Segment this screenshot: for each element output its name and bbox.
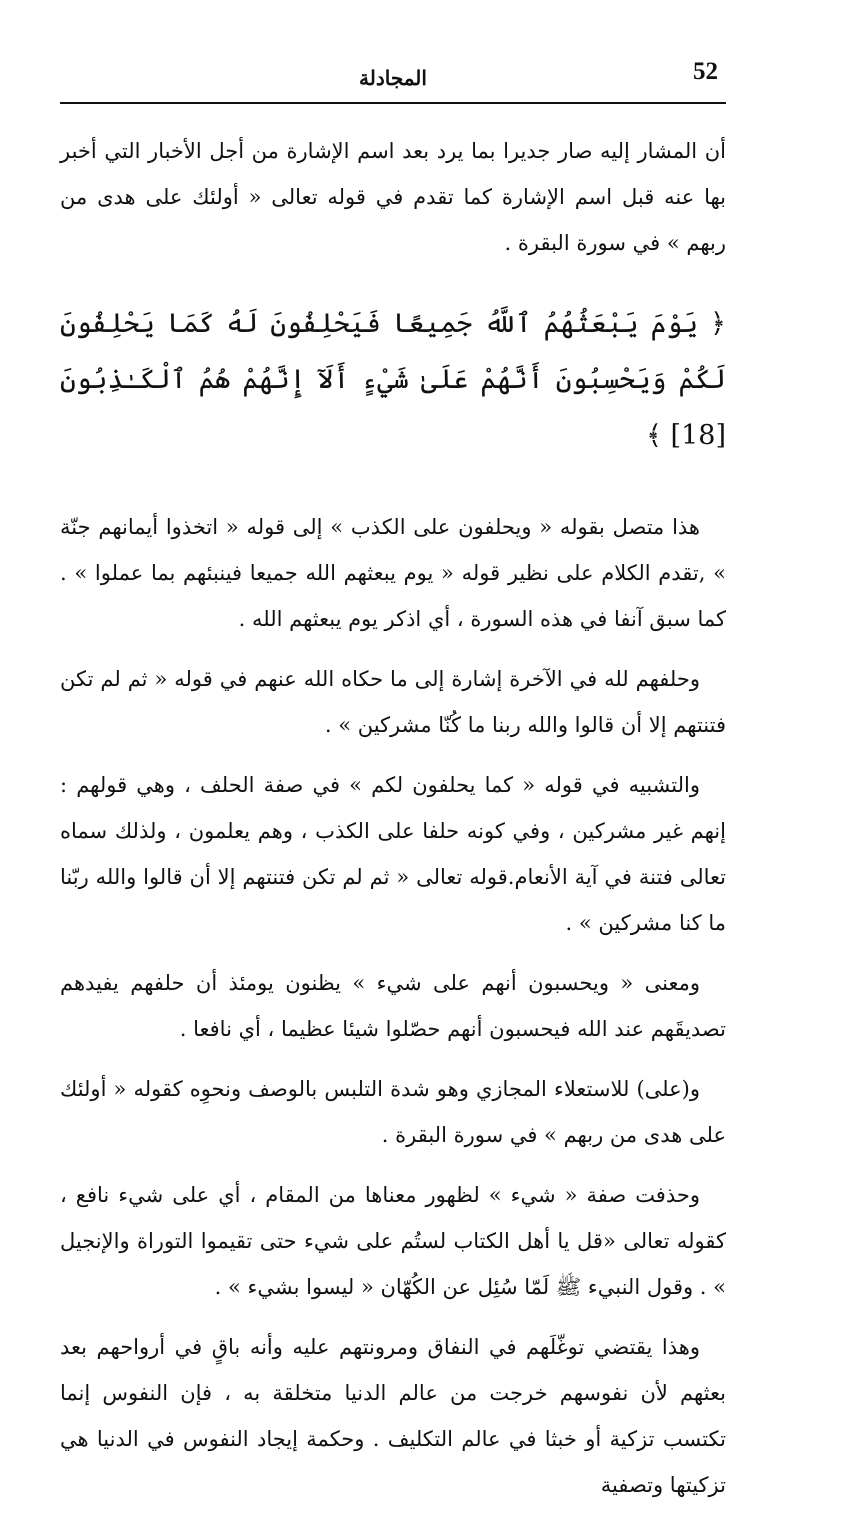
page-number: 52 bbox=[693, 58, 718, 85]
page-body bbox=[60, 128, 726, 1522]
paragraph: وحلفهم لله في الآخرة إشارة إلى ما حكاه الله عنهم في قوله « ثم لم تكن فتنتهم إلا أن قالوا والله ربنا ما كُنّا مشركين » . bbox=[60, 667, 726, 737]
paragraph: و(على) للاستعلاء المجازي وهو شدة التلبس بالوصف ونحوِه كقوله « أولئك على هدى من ربهم » في سورة البقرة . bbox=[60, 1077, 726, 1147]
paragraph: وحذفت صفة « شيء » لظهور معناها من المقام ، أي على شيء نافع ، كقوله تعالى «قل يا أهل الكتاب لستُم على شيء حتى تقيموا التوراة والإنجيل » . وقول النبيء ﷺ لَمّا سُئِل عن الكُهّان « ليسوا بشيء » . bbox=[60, 1183, 726, 1299]
paragraph: ومعنى « ويحسبون أنهم على شيء » يظنون يومئذ أن حلفهم يفيدهم تصديقَهم عند الله فيحسبون أنهم حصّلوا شيئا عظيما ، أي نافعا . bbox=[60, 971, 726, 1041]
header-divider bbox=[60, 102, 726, 104]
paragraph: وهذا يقتضي توغّلَهم في النفاق ومرونتهم عليه وأنه باقٍ في أرواحهم بعد بعثهم لأن نفوسهم خرجت من عالم الدنيا متخلقة به ، فإن النفوس إنما تكتسب تزكية أو خبثا في عالم التكليف . وحكمة إيجاد النفوس في الدنيا هي تزكيتها وتصفية bbox=[60, 1335, 726, 1497]
paragraph-continuation: أن المشار إليه صار جديرا بما يرد بعد اسم الإشارة من أجل الأخبار التي أخبر بها عنه قبل اسم الإشارة كما تقدم في قوله تعالى « أولئك على هدى من ربهم » في سورة البقرة . bbox=[60, 139, 726, 255]
quran-verse: ﴿ يَوْمَ يَبْعَثُهُمُ ٱللَّهُ جَمِيعًا فَيَحْلِفُونَ لَهُ كَمَا يَحْلِفُونَ لَكُمْ وَيَحْسِبُونَ أَنَّهُمْ عَلَىٰ شَيْءٍ أَلَآ إِنَّهُمْ هُمُ ٱلْكَـٰذِبُونَ [18] ﴾ bbox=[60, 308, 726, 451]
page-header bbox=[60, 58, 726, 102]
paragraph: والتشبيه في قوله « كما يحلفون لكم » في صفة الحلف ، وهي قولهم : إنهم غير مشركين ، وفي كونه حلفا على الكذب ، وهم يعلمون ، ولذلك سماه تعالى فتنة في آية الأنعام.قوله تعالى « ثم لم تكن فتنتهم إلا أن قالوا والله ربّنا ما كنا مشركين » . bbox=[60, 773, 726, 935]
paragraph: هذا متصل بقوله « ويحلفون على الكذب » إلى قوله « اتخذوا أيمانهم جنّة » ,تقدم الكلام على نظير قوله « يوم يبعثهم الله جميعا فينبئهم بما عملوا » . كما سبق آنفا في هذه السورة ، أي اذكر يوم يبعثهم الله . bbox=[60, 515, 726, 631]
running-title: المجادلة bbox=[359, 66, 427, 90]
